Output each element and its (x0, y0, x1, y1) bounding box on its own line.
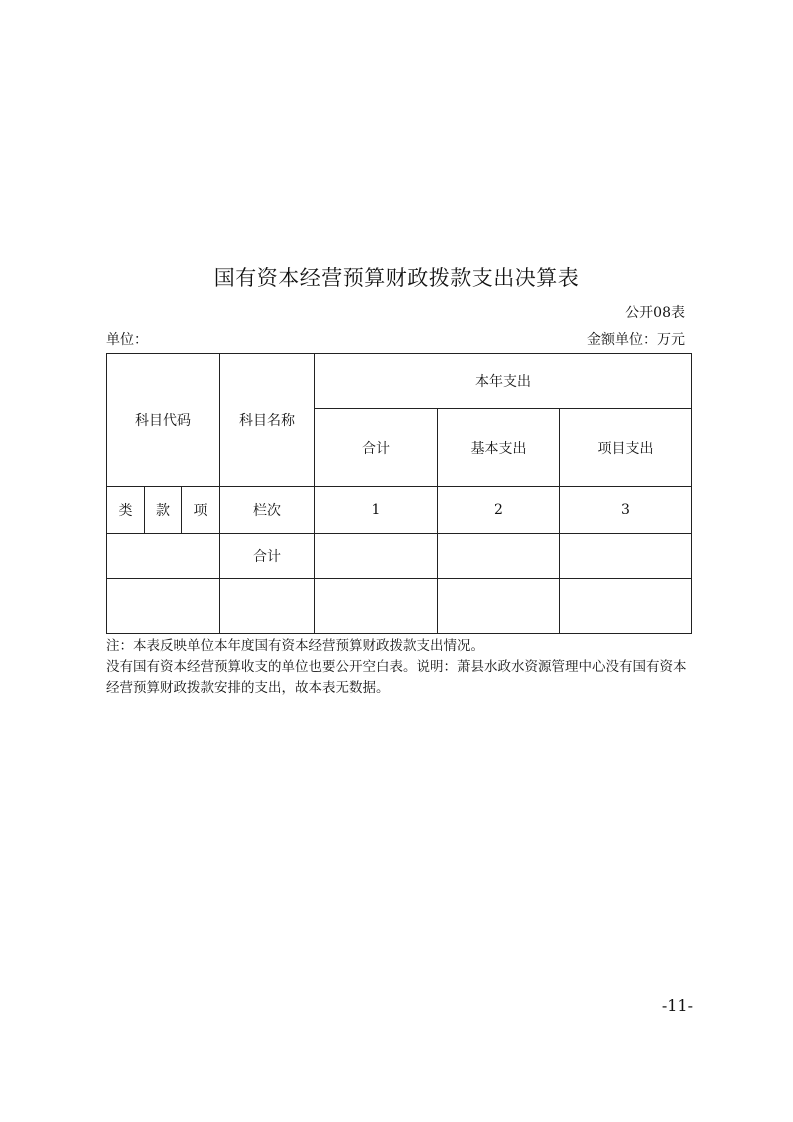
note-line-2: 没有国有资本经营预算收支的单位也要公开空白表。说明：萧县水政水资源管理中心没有国有资本经营预算财政拨款安排的支出，故本表无数据。 (106, 659, 687, 696)
column-order-cell: 栏次 (220, 487, 315, 534)
subject-code-header: 科目代码 (107, 354, 220, 487)
empty-row-basic-cell (438, 579, 560, 634)
col3-cell: 3 (560, 487, 692, 534)
empty-row-total-cell (315, 579, 438, 634)
xiang-cell: 项 (182, 487, 220, 534)
total-row (107, 534, 692, 579)
amount-unit-label: 金额单位：万元 (587, 332, 685, 348)
unit-label: 单位： (106, 332, 148, 348)
subject-name-header: 科目名称 (220, 354, 315, 487)
total-row-basic-cell (438, 534, 560, 579)
code-row (107, 487, 692, 534)
empty-row-code-cell (107, 579, 220, 634)
form-code: 公开08表 (625, 305, 685, 321)
empty-row-name-cell (220, 579, 315, 634)
project-expense-header: 项目支出 (560, 409, 692, 487)
note-line-1: 注：本表反映单位本年度国有资本经营预算财政拨款支出情况。 (106, 638, 484, 654)
lei-cell: 类 (107, 487, 145, 534)
empty-row (107, 579, 692, 634)
current-year-expense-header: 本年支出 (315, 354, 692, 409)
total-row-code-cell (107, 534, 220, 579)
table-note (106, 636, 692, 699)
col2-cell: 2 (438, 487, 560, 534)
header-row-1 (107, 354, 692, 409)
expense-table (106, 353, 692, 634)
basic-expense-header: 基本支出 (438, 409, 560, 487)
total-row-project-cell (560, 534, 692, 579)
page-number: -11- (661, 996, 693, 1015)
total-row-total-cell (315, 534, 438, 579)
total-row-label: 合计 (220, 534, 315, 579)
col1-cell: 1 (315, 487, 438, 534)
empty-row-project-cell (560, 579, 692, 634)
total-header: 合计 (315, 409, 438, 487)
kuan-cell: 款 (145, 487, 182, 534)
page-title: 国有资本经营预算财政拨款支出决算表 (213, 266, 580, 290)
